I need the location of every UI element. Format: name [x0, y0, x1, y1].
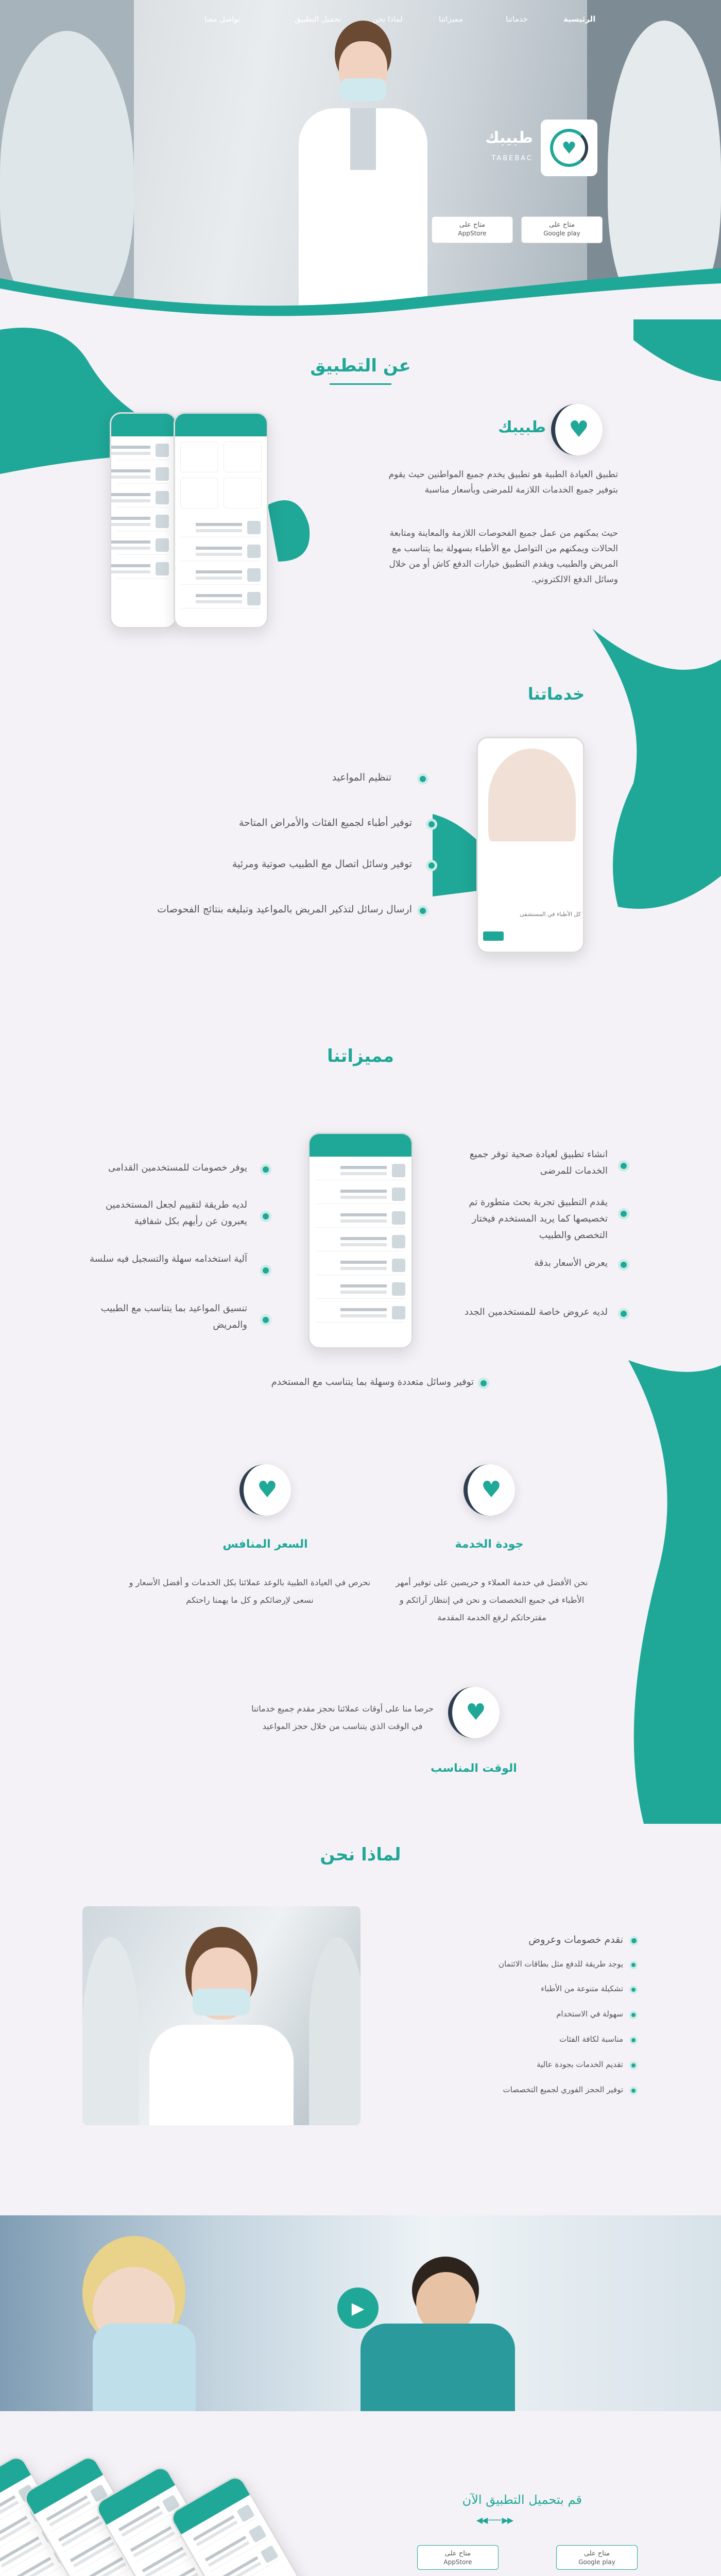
brand-subtitle: TABEBAC	[491, 155, 533, 162]
nav-item-services[interactable]: خدماتنا	[506, 14, 528, 24]
download-title: قم بتحميل التطبيق الآن	[462, 2493, 582, 2507]
card-title-price: السعر المنافس	[222, 1538, 308, 1551]
feature-item: لديه عروض خاصة للمستخدمين الجدد	[465, 1307, 608, 1317]
nav-item-home[interactable]: الرئيسية	[563, 14, 596, 24]
download-arrows: ◀◀ ─── ▶▶	[476, 2515, 513, 2525]
why-bullet	[629, 1936, 639, 1945]
nav-item-features[interactable]: مميزاتنا	[439, 14, 463, 24]
google-play-button[interactable]	[521, 216, 603, 243]
about-title: عن التطبيق	[310, 355, 411, 376]
store-big-label: AppStore	[443, 2558, 472, 2566]
why-item: تشكيلة متنوعة من الأطباء	[541, 1984, 623, 1993]
why-bullet	[629, 2036, 638, 2044]
service-item: توفير وسائل اتصال مع الطبيب صوتية ومرئية	[232, 858, 412, 870]
price-icon: ♥	[239, 1464, 291, 1516]
feature-item: توفير وسائل متعددة وسهلة بما يتناسب مع المستخدم	[271, 1377, 474, 1387]
about-title-underline	[330, 383, 391, 385]
store-small-label: متاح على	[583, 2550, 610, 2557]
feature-item: يعرض الأسعار بدقة	[534, 1258, 608, 1268]
why-bullet	[629, 2087, 638, 2095]
brand-name: طبيبك	[485, 129, 533, 147]
time-icon: ♥	[448, 1687, 500, 1738]
service-bullet	[426, 819, 437, 830]
brand-logo-icon: ♥	[551, 404, 603, 455]
card-title-quality: جودة الخدمة	[455, 1538, 524, 1551]
app-store-button[interactable]	[432, 216, 513, 243]
app-screenshot-phone	[174, 412, 268, 629]
store-small-label: متاح على	[459, 221, 486, 229]
promo-video[interactable]	[0, 2215, 721, 2411]
about-paragraph-2: حيث يمكنهم من عمل جميع الفحوصات اللازمة والمعاينة ومتابعة الحالات ويمكنهم من التواصل مع الأطباء بسهولة بما يتناسب مع المريض والطبيب ويقدم التطبيق خيارات الدفع كاش أو من خلال وسائل الدفع الالكتروني.	[389, 528, 618, 585]
hero-section	[0, 0, 721, 319]
hero-wave	[0, 247, 721, 319]
store-small-label: متاح على	[548, 221, 575, 229]
feature-bullet	[260, 1211, 271, 1222]
nav-item-contact[interactable]: تواصل معنا	[204, 14, 241, 24]
service-bullet	[417, 905, 428, 917]
why-bullet	[629, 2011, 638, 2019]
why-item: توفير الحجز الفوري لجميع التخصصات	[503, 2085, 623, 2094]
feature-item: تنسيق المواعيد بما يتناسب مع الطبيب والمريض	[100, 1303, 247, 1330]
why-bullet	[629, 2061, 638, 2070]
feature-bullet	[260, 1265, 271, 1276]
service-bullet	[417, 773, 428, 785]
feature-item: يوفر خصومات للمستخدمين القدامى	[108, 1162, 247, 1173]
service-item: توفير أطباء لجميع الفئات والأمراض المتاحة	[238, 817, 412, 828]
app-screenshot-phone	[110, 412, 177, 629]
service-bullet	[426, 860, 437, 871]
quality-icon: ♥	[464, 1464, 515, 1516]
services-phone-text: كل الأطباء في المستشفى	[520, 911, 581, 918]
why-item: يوجد طريقة للدفع مثل بطاقات الائتمان	[498, 1959, 623, 1969]
why-item: نقدم خصومات وعروض	[528, 1934, 623, 1945]
why-item: مناسبة لكافة الفئات	[559, 2035, 623, 2044]
download-phones-image	[0, 2452, 309, 2576]
why-doctor-image	[82, 1906, 360, 2125]
feature-item: يقدم التطبيق تجربة بحث متطورة تم تخصيصها كما يريد المستخدم فيختار التخصص والطبيب	[469, 1197, 608, 1241]
nav-item-why[interactable]: لماذا نحن	[372, 14, 403, 24]
card-title-time: الوقت المناسب	[431, 1762, 517, 1775]
store-big-label: AppStore	[458, 230, 487, 237]
play-icon[interactable]: ▶	[337, 2287, 379, 2329]
card-text-time: حرصا منا على أوقات عملائنا نحجز مقدم جميع خدماتنا في الوقت الذي يتناسب من خلال حجز المواعيد	[251, 1704, 434, 1731]
services-title: خدماتنا	[527, 684, 585, 704]
feature-item: انشاء تطبيق لعيادة صحية توفر جميع الخدمات للمرضى	[469, 1149, 608, 1176]
service-item: تنظيم المواعيد	[332, 772, 391, 783]
feature-bullet	[618, 1308, 629, 1319]
why-title: لماذا نحن	[320, 1844, 401, 1865]
about-paragraph-1: تطبيق العيادة الطبية هو تطبيق يخدم جميع المواطنين حيث يقوم بتوفير جميع الخدمات اللازمة للمرضى وبأسعار مناسبة	[388, 469, 618, 495]
card-text-price: نحرص في العيادة الطبية بالوعد عملائنا بكل الخدمات و أفضل الأسعار و نسعى لإرضائكم و كل ما يهمنا راحتكم	[129, 1578, 371, 1605]
feature-bullet	[260, 1314, 271, 1326]
store-big-label: Google play	[578, 2558, 615, 2566]
store-big-label: Google play	[543, 230, 580, 237]
about-brand-name: طبيبك	[498, 418, 546, 436]
google-play-button[interactable]	[556, 2545, 638, 2570]
heart-pulse-icon: ♥	[550, 129, 588, 167]
feature-bullet	[260, 1164, 271, 1175]
services-phone	[476, 737, 585, 953]
nav-item-download[interactable]: تحميل التطبيق	[295, 14, 341, 24]
store-small-label: متاح على	[444, 2550, 471, 2557]
features-title: مميزاتنا	[327, 1046, 394, 1066]
feature-bullet	[618, 1259, 629, 1270]
feature-item: لديه طريقة لتقييم لجعل المستخدمين يعبرون عن رأيهم بكل شفافية	[105, 1199, 247, 1227]
card-text-quality: نحن الأفضل في خدمة العملاء و حريصين على توفير أمهر الأطباء في جميع التخصصات و نحن في إنتظار آرائكم و مقترحاتكم لرفع الخدمة المقدمة	[396, 1578, 588, 1622]
service-item: ارسال رسائل لتذكير المريض بالمواعيد وتبليغه بنتائج الفحوصات	[157, 904, 412, 915]
brand-logo[interactable]	[541, 120, 597, 176]
feature-bullet	[618, 1160, 629, 1172]
why-bullet	[629, 1961, 638, 1969]
why-bullet	[629, 1986, 638, 1994]
features-phone	[308, 1132, 413, 1349]
feature-item: آلية استخدامه سهلة والتسجيل فيه سلسة	[90, 1253, 247, 1264]
feature-bullet	[618, 1208, 629, 1219]
why-item: تقديم الخدمات بجودة عالية	[537, 2060, 623, 2069]
app-store-button[interactable]	[417, 2545, 499, 2570]
why-item: سهولة في الاستخدام	[556, 2009, 623, 2019]
